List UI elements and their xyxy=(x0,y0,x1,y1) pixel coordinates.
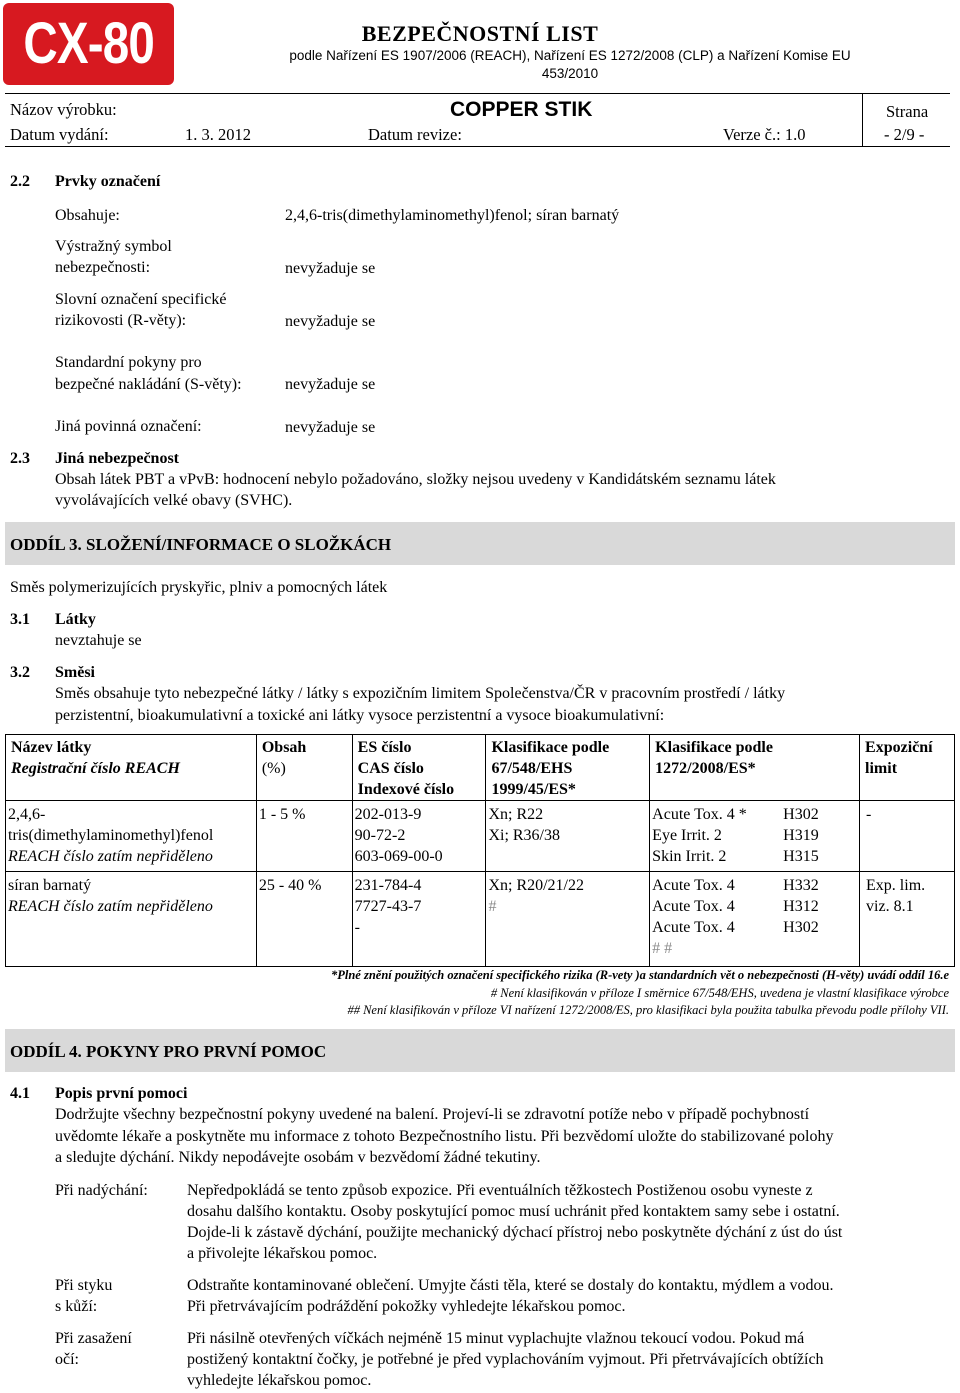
section-4-1-number: 4.1 xyxy=(10,1085,30,1102)
row2-name-cell xyxy=(6,872,257,967)
row1-class67-line2: Xi; R36/38 xyxy=(488,827,560,845)
row2-exposure-line2: viz. 8.1 xyxy=(866,898,914,916)
inhalation-label: Při nadýchání: xyxy=(55,1182,148,1199)
product-name: COPPER STIK xyxy=(450,98,593,121)
row1-es: 202-013-9 xyxy=(354,806,422,824)
row1-class67-cell xyxy=(486,801,650,872)
header-class67-line1: Klasifikace podle xyxy=(491,739,610,756)
row1-exposure: - xyxy=(866,806,872,824)
header-class67-line3: 1999/45/ES* xyxy=(491,780,576,798)
section-2-3-number: 2.3 xyxy=(10,450,30,467)
header-cell-content xyxy=(256,735,352,801)
row1-class67-line1: Xn; R22 xyxy=(488,806,544,824)
header-name-line1: Název látky xyxy=(11,739,92,756)
company-logo xyxy=(3,3,174,85)
first-aid-text-line2: uvědomte lékaře a poskytněte mu informace z tohoto Bezpečnostního listu. Při bezvědomí uložte do stabilizované polohy xyxy=(55,1128,834,1145)
revision-date-label: Datum revize: xyxy=(368,125,462,144)
r-phrases-label-line2: rizikovosti (R-věty): xyxy=(55,312,187,329)
section-3-2-text-line2: perzistentní, bioakumulativní a toxické ani látky vysoce perzistentní a vysoce bioakumulativní: xyxy=(55,707,665,724)
table-header-row xyxy=(6,735,955,801)
version-label: Verze č.: 1.0 xyxy=(723,125,806,144)
header-class1272-line2: 1272/2008/ES* xyxy=(655,759,756,777)
row2-reach: REACH číslo zatím nepřiděleno xyxy=(8,898,213,916)
s-phrases-label-line2: bezpečné nakládání (S-věty): xyxy=(55,376,242,393)
row2-class1272-cat3: Acute Tox. 4 xyxy=(652,918,735,936)
eye-label-line1: Při zasažení xyxy=(55,1330,132,1347)
section-3-1-number: 3.1 xyxy=(10,611,30,628)
page-number: - 2/9 - xyxy=(884,125,925,144)
row2-h-code1: H332 xyxy=(783,877,819,895)
row2-content: 25 - 40 % xyxy=(258,877,322,895)
row2-h-code3: H302 xyxy=(783,918,819,936)
header-name-line2: Registrační číslo REACH xyxy=(11,759,180,777)
row1-name-cell xyxy=(6,801,257,872)
eye-text-line3: vyhledejte lékařskou pomoc. xyxy=(187,1372,372,1389)
inhalation-text-line1: Nepředpokládá se tento způsob expozice. Při eventuálních těžkostech Postiženou osobu vyneste z xyxy=(187,1182,813,1199)
skin-text-line1: Odstraňte kontaminované oblečení. Umyjte části těla, které se dostaly do kontaktu, mýdlem a vodou. xyxy=(187,1277,834,1294)
r-phrases-value: nevyžaduje se xyxy=(285,313,376,330)
section-2-2-title: Prvky označení xyxy=(55,173,161,190)
table-row xyxy=(6,801,955,872)
hazard-symbol-label-line2: nebezpečnosti: xyxy=(55,259,151,276)
s-phrases-value: nevyžaduje se xyxy=(285,376,376,393)
row2-class67-line2: # xyxy=(488,898,497,916)
section-3-2-number: 3.2 xyxy=(10,664,30,681)
issue-date-label: Datum vydání: xyxy=(10,125,109,144)
first-aid-text-line3: a sledujte dýchání. Nikdy nepodávejte osobám v bezvědomí žádné tekutiny. xyxy=(55,1149,541,1166)
header-ids-line3: Indexové číslo xyxy=(357,780,455,798)
header-exposure-line2: limit xyxy=(865,759,898,777)
row1-ids-cell xyxy=(352,801,486,872)
row2-class1272-cat2: Acute Tox. 4 xyxy=(652,898,735,916)
page-label: Strana xyxy=(886,102,929,121)
row2-h-code2: H312 xyxy=(783,898,819,916)
section-3-2-text-line1: Směs obsahuje tyto nebezpečné látky / látky s expozičním limitem Společenstva/ČR v pracovním prostředí / látky xyxy=(55,685,786,702)
table-row xyxy=(6,872,955,967)
product-label: Názov výrobku: xyxy=(10,100,117,119)
header-content-line1: Obsah xyxy=(261,739,307,756)
header-page-divider xyxy=(862,93,863,146)
inhalation-text-line2: dosahu dalšího kontaktu. Osoby poskytující pomoc musí uchránit před kontaktem samy sebe i ostatní. xyxy=(187,1203,840,1220)
inhalation-text-line3: Dojde-li k zástavě dýchání, použijte mechanický dýchací přístroj nebo poskytněte dýchání z úst do úst xyxy=(187,1224,843,1241)
row2-class1272-cell xyxy=(650,872,860,967)
header-ids-line2: CAS číslo xyxy=(357,759,424,777)
eye-text-line1: Při násilně otevřených víčkách nejméně 15 minut vyplachujte vlažnou tekoucí vodou. Pokud má xyxy=(187,1330,805,1347)
row1-class1272-cat3: Skin Irrit. 2 xyxy=(652,847,727,865)
contains-value: 2,4,6-tris(dimethylaminomethyl)fenol; síran barnatý xyxy=(285,207,620,224)
row1-h-code2: H319 xyxy=(783,827,819,845)
r-phrases-label-line1: Slovní označení specifické xyxy=(55,291,227,308)
header-content-line2: (%) xyxy=(261,759,286,777)
section-4-1-title: Popis první pomoci xyxy=(55,1085,188,1102)
eye-label-line2: očí: xyxy=(55,1351,79,1368)
header-cell-ids xyxy=(352,735,486,801)
other-labels-label: Jiná povinná označení: xyxy=(55,418,202,435)
hazard-symbol-value: nevyžaduje se xyxy=(285,260,376,277)
header-cell-exposure xyxy=(860,735,955,801)
hazard-symbol-label-line1: Výstražný symbol xyxy=(55,238,172,255)
header-divider-bottom xyxy=(5,146,950,147)
section-2-3-text-line2: vyvolávajících velké obavy (SVHC). xyxy=(55,492,293,509)
eye-text-line2: postižený kontaktní čočky, je potřebné je před vyplachováním vyjmout. Při přetrvávajících obtížích xyxy=(187,1351,824,1368)
section-2-2-number: 2.2 xyxy=(10,173,30,190)
row2-name: síran barnatý xyxy=(8,877,92,895)
row2-exposure-cell xyxy=(860,872,955,967)
inhalation-text-line4: a přivolejte lékařskou pomoc. xyxy=(187,1245,378,1262)
first-aid-text-line1: Dodržujte všechny bezpečnostní pokyny uvedené na balení. Projeví-li se zdravotní potíže nebo v případě pochybností xyxy=(55,1106,810,1123)
row2-index: - xyxy=(354,918,360,936)
footnote-1: *Plné znění použitých označení specifického rizika (R-vety )a standardních vět o nebezpečnosti (H-věty) uvádí oddíl 16.e xyxy=(331,968,949,982)
row1-name-line2: tris(dimethylaminomethyl)fenol xyxy=(8,827,214,845)
contains-label: Obsahuje: xyxy=(55,207,120,224)
row2-content-cell xyxy=(256,872,352,967)
footnote-3: ## Není klasifikován v příloze VI nařízení 1272/2008/ES, pro klasifikaci byla použita tabulka převodu podle přílohy VII. xyxy=(347,1003,949,1017)
row2-es: 231-784-4 xyxy=(354,877,422,895)
row1-class1272-cat1: Acute Tox. 4 * xyxy=(652,806,747,824)
row1-class1272-cell xyxy=(650,801,860,872)
section-3-intro: Směs polymerizujících pryskyřic, plniv a pomocných látek xyxy=(10,579,388,596)
regulation-subtitle: podle Nařízení ES 1907/2006 (REACH), Nařízení ES 1272/2008 (CLP) a Nařízení Komise EU 453/2010 xyxy=(289,48,851,81)
issue-date-value: 1. 3. 2012 xyxy=(185,125,251,144)
skin-text-line2: Při přetrvávajícím podráždění pokožky vyhledejte lékařskou pomoc. xyxy=(187,1298,626,1315)
section-2-3-title: Jiná nebezpečnost xyxy=(55,450,179,467)
skin-label-line2: s kůží: xyxy=(55,1298,98,1315)
row1-name-line1: 2,4,6- xyxy=(8,806,46,824)
other-labels-value: nevyžaduje se xyxy=(285,419,376,436)
header-class67-line2: 67/548/EHS xyxy=(491,759,573,777)
header-divider-top xyxy=(5,93,950,94)
row1-reach: REACH číslo zatím nepřiděleno xyxy=(8,847,213,865)
row2-cas: 7727-43-7 xyxy=(354,898,422,916)
s-phrases-label-line1: Standardní pokyny pro xyxy=(55,354,202,371)
skin-label-line1: Při styku xyxy=(55,1277,113,1294)
header-cell-class-1272 xyxy=(650,735,860,801)
header-class1272-line1: Klasifikace podle xyxy=(655,739,773,756)
row2-class67-line1: Xn; R20/21/22 xyxy=(488,877,584,895)
row1-content-cell xyxy=(256,801,352,872)
footnote-2: # Není klasifikován v příloze I směrnice 67/548/EHS, uvedena je vlastní klasifikace výrobce xyxy=(490,986,949,1000)
section-3-1-title: Látky xyxy=(55,611,96,628)
section-2-3-text-line1: Obsah látek PBT a vPvB: hodnocení nebylo požadováno, složky nejsou uvedeny v Kandidátském seznamu látek xyxy=(55,471,776,488)
header-cell-name xyxy=(6,735,257,801)
row1-index: 603-069-00-0 xyxy=(354,847,443,865)
row2-ids-cell xyxy=(352,872,486,967)
logo-text: CX-80 xyxy=(23,11,154,77)
header-ids-line1: ES číslo xyxy=(357,739,412,756)
section-3-1-text: nevztahuje se xyxy=(55,632,142,649)
composition-table xyxy=(5,734,955,967)
row2-exposure-line1: Exp. lim. xyxy=(866,877,926,895)
row1-cas: 90-72-2 xyxy=(354,827,406,845)
row2-class67-cell xyxy=(486,872,650,967)
row1-exposure-cell xyxy=(860,801,955,872)
section-4-title: ODDÍL 4. POKYNY PRO PRVNÍ POMOC xyxy=(10,1042,327,1061)
row2-class1272-cat4: # # xyxy=(652,939,673,957)
header-cell-class-67 xyxy=(486,735,650,801)
row1-h-code3: H315 xyxy=(783,847,819,865)
row1-h-code1: H302 xyxy=(783,806,819,824)
document-title: BEZPEČNOSTNÍ LIST xyxy=(361,21,599,46)
row1-class1272-cat2: Eye Irrit. 2 xyxy=(652,827,722,845)
row2-class1272-cat1: Acute Tox. 4 xyxy=(652,877,735,895)
section-3-title: ODDÍL 3. SLOŽENÍ/INFORMACE O SLOŽKÁCH xyxy=(10,535,392,554)
header-exposure-line1: Expoziční xyxy=(865,739,933,756)
section-3-2-title: Směsi xyxy=(55,664,95,681)
row1-content: 1 - 5 % xyxy=(258,806,306,824)
